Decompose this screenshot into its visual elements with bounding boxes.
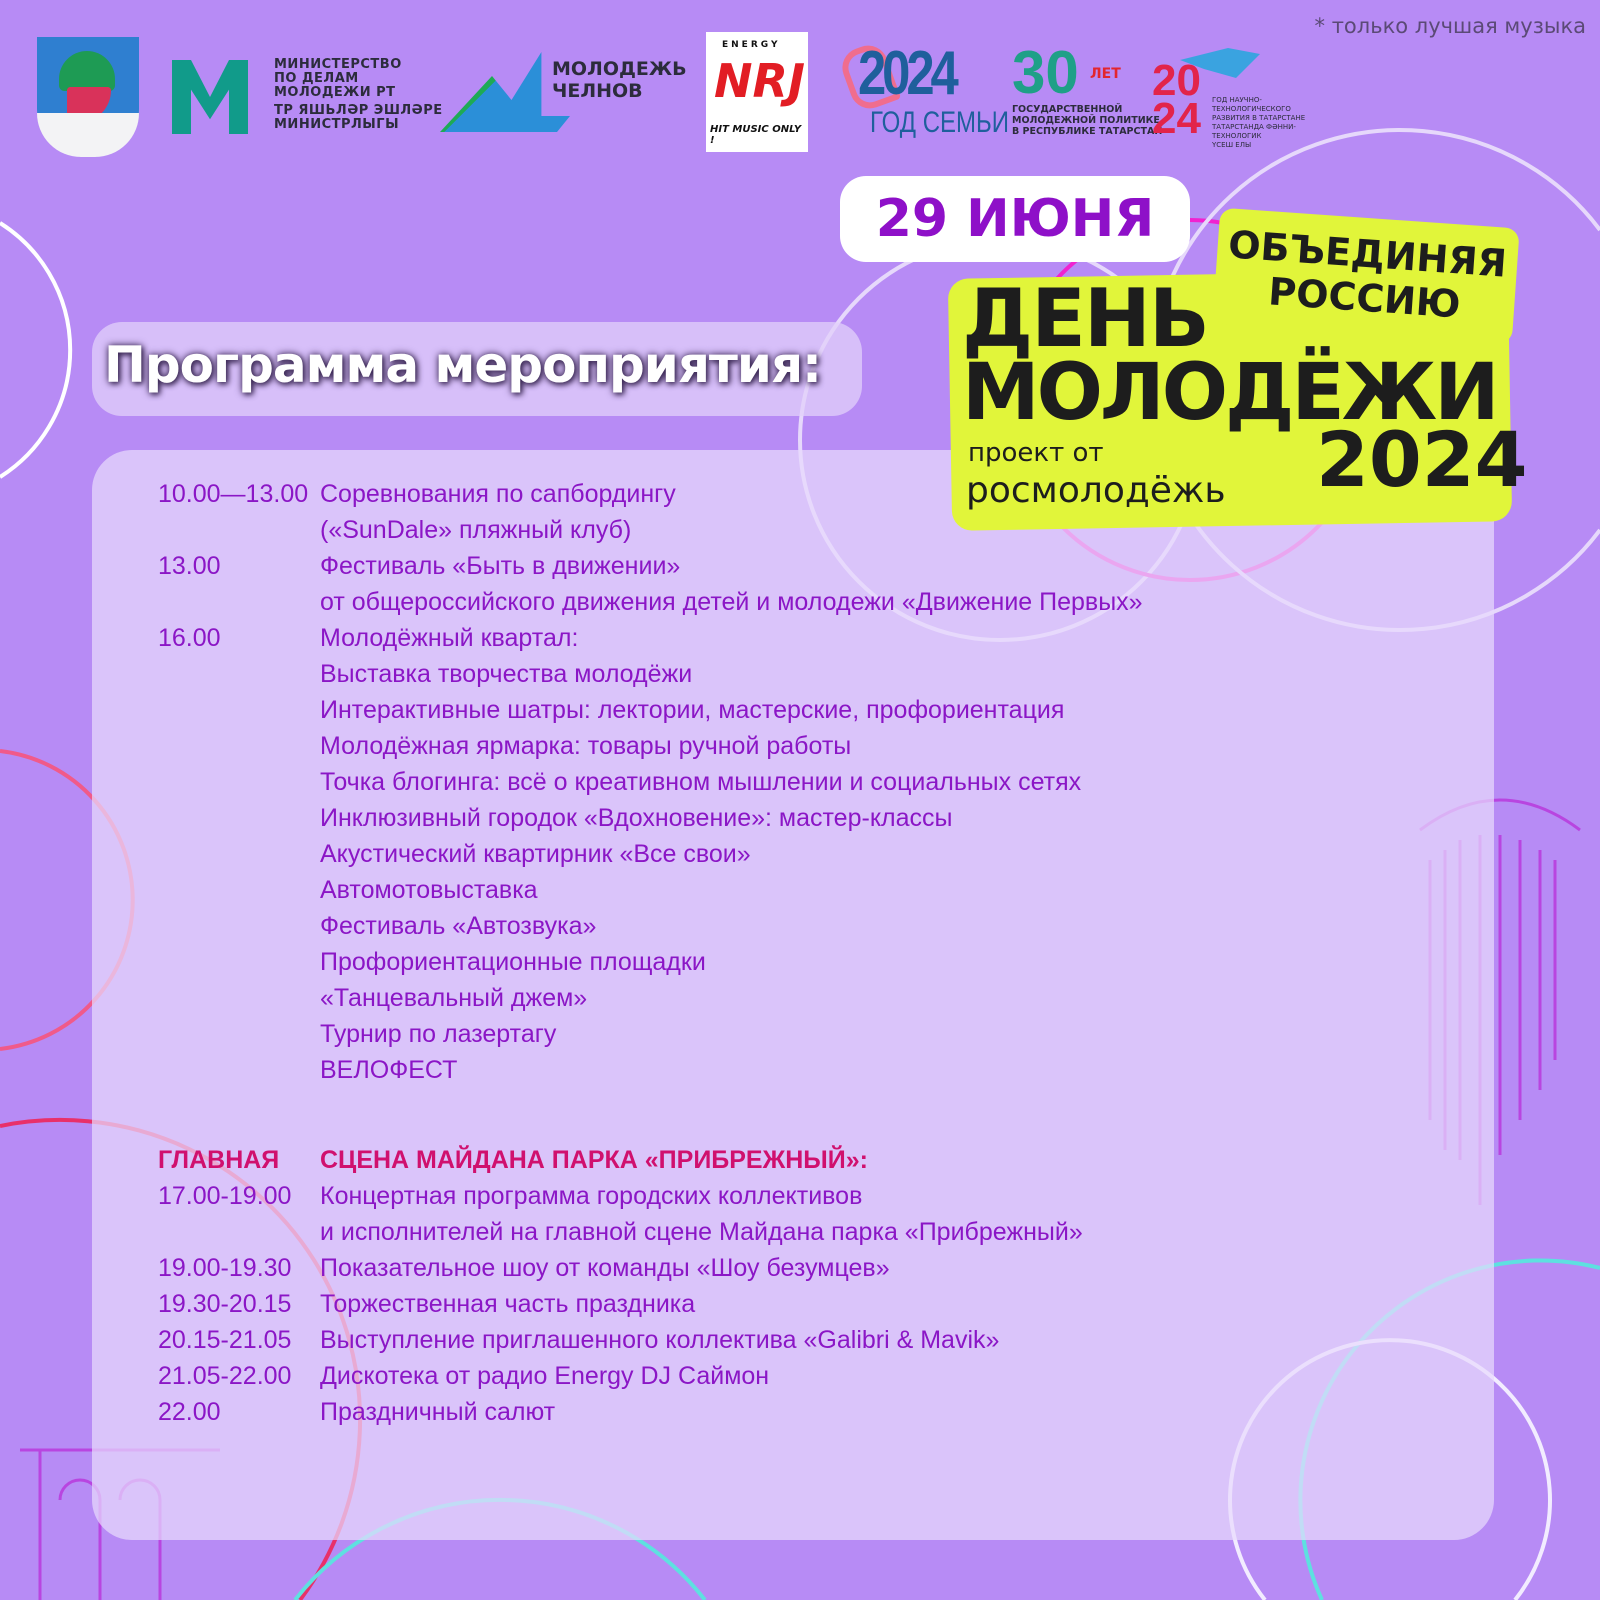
nrj-radio-logo: ENERGY NRJ HIT MUSIC ONLY ! — [706, 32, 808, 152]
program-activity: Фестиваль «Автозвука» — [320, 912, 597, 940]
program-activity: («SunDale» пляжный клуб) — [320, 516, 632, 544]
program-activity: Автомотовыставка — [320, 876, 538, 904]
city-coat-of-arms-logo — [37, 37, 139, 157]
program-time: 19.30-20.15 — [158, 1290, 292, 1318]
program-time: 13.00 — [158, 552, 221, 580]
program-activity: Показательное шоу от команды «Шоу безумцев» — [320, 1254, 890, 1282]
section-heading-right: СЦЕНА МАЙДАНА ПАРКА «ПРИБРЕЖНЫЙ»: — [320, 1146, 868, 1174]
radio-tagline: * только лучшая музыка — [1314, 14, 1586, 38]
thirty-years-logo: 30 — [1012, 39, 1079, 106]
event-date-badge: 29 ИЮНЯ — [840, 176, 1190, 262]
program-time: 20.15-21.05 — [158, 1326, 292, 1354]
program-activity: Соревнования по сапбордингу — [320, 480, 676, 508]
program-activity: Точка блогинга: всё о креативном мышлении и социальных сетях — [320, 768, 1082, 796]
program-activity: Концертная программа городских коллективов — [320, 1182, 863, 1210]
event-title-line2: МОЛОДЁЖИ — [962, 348, 1497, 438]
program-activity: Торжественная часть праздника — [320, 1290, 696, 1318]
slogan-badge: ОБЪЕДИНЯЯ РОССИЮ — [1212, 208, 1519, 345]
program-activity: Молодёжная ярмарка: товары ручной работы — [320, 732, 852, 760]
program-activity: и исполнителей на главной сцене Майдана парка «Прибрежный» — [320, 1218, 1083, 1246]
program-activity: «Танцевальный джем» — [320, 984, 588, 1012]
program-activity: Фестиваль «Быть в движении» — [320, 552, 681, 580]
program-time: 19.00-19.30 — [158, 1254, 292, 1282]
section-heading-left: ГЛАВНАЯ — [158, 1146, 280, 1174]
program-activity: Выставка творчества молодёжи — [320, 660, 693, 688]
program-activity: от общероссийского движения детей и молодежи «Движение Первых» — [320, 588, 1143, 616]
year-of-family-logo: 2024 — [858, 39, 955, 108]
program-time: 17.00-19.00 — [158, 1182, 292, 1210]
program-time: 22.00 — [158, 1398, 221, 1426]
program-activity: Выступление приглашенного коллектива «Galibri & Mavik» — [320, 1326, 1000, 1354]
program-time: 21.05-22.00 — [158, 1362, 292, 1390]
program-activity: ВЕЛОФЕСТ — [320, 1056, 458, 1084]
year-of-family-label: ГОД СЕМЬИ — [870, 106, 1010, 139]
program-activity: Интерактивные шатры: лектории, мастерские, профориентация — [320, 696, 1065, 724]
event-title-line1: ДЕНЬ — [962, 272, 1208, 365]
molodezh-chelnov-logo-text: МОЛОДЕЖЬ ЧЕЛНОВ — [552, 58, 687, 102]
thirty-years-let: ЛЕТ — [1090, 66, 1121, 82]
ring-top-left — [0, 223, 70, 477]
program-activity: Молодёжный квартал: — [320, 624, 579, 652]
program-activity: Праздничный салют — [320, 1398, 556, 1426]
program-time: 16.00 — [158, 624, 221, 652]
program-activity: Акустический квартирник «Все свои» — [320, 840, 751, 868]
program-activity: Турнир по лазертагу — [320, 1020, 557, 1048]
program-activity: Инклюзивный городок «Вдохновение»: мастер-классы — [320, 804, 953, 832]
event-title-year: 2024 — [1316, 415, 1528, 504]
thirty-years-text: ГОСУДАРСТВЕННОЙ МОЛОДЕЖНОЙ ПОЛИТИКЕ В РЕСПУБЛИКЕ ТАТАРСТАН — [1012, 104, 1163, 137]
tech-year-logo: 20 24 — [1152, 56, 1201, 143]
program-title: Программа мероприятия: — [104, 336, 822, 394]
program-time: 10.00—13.00 — [158, 480, 309, 508]
tech-year-text: ГОД НАУЧНО-ТЕХНОЛОГИЧЕСКОГО РАЗВИТИЯ В ТАТАРСТАНЕ ТАТАРСТАНДА ФӘННИ-ТЕХНОЛОГИК ҮСЕШ ЕЛЫ — [1212, 96, 1306, 149]
project-label: проект от — [968, 438, 1104, 468]
ministry-logo-text: МИНИСТЕРСТВО ПО ДЕЛАМ МОЛОДЕЖИ РТ ТР ЯШЬЛӘР ЭШЛӘРЕ МИНИСТРЛЫГЫ — [274, 57, 443, 132]
program-activity: Профориентационные площадки — [320, 948, 706, 976]
rosmolodezh-logo: росмолодёжь — [966, 470, 1226, 511]
program-activity: Дискотека от радио Energy DJ Саймон — [320, 1362, 770, 1390]
